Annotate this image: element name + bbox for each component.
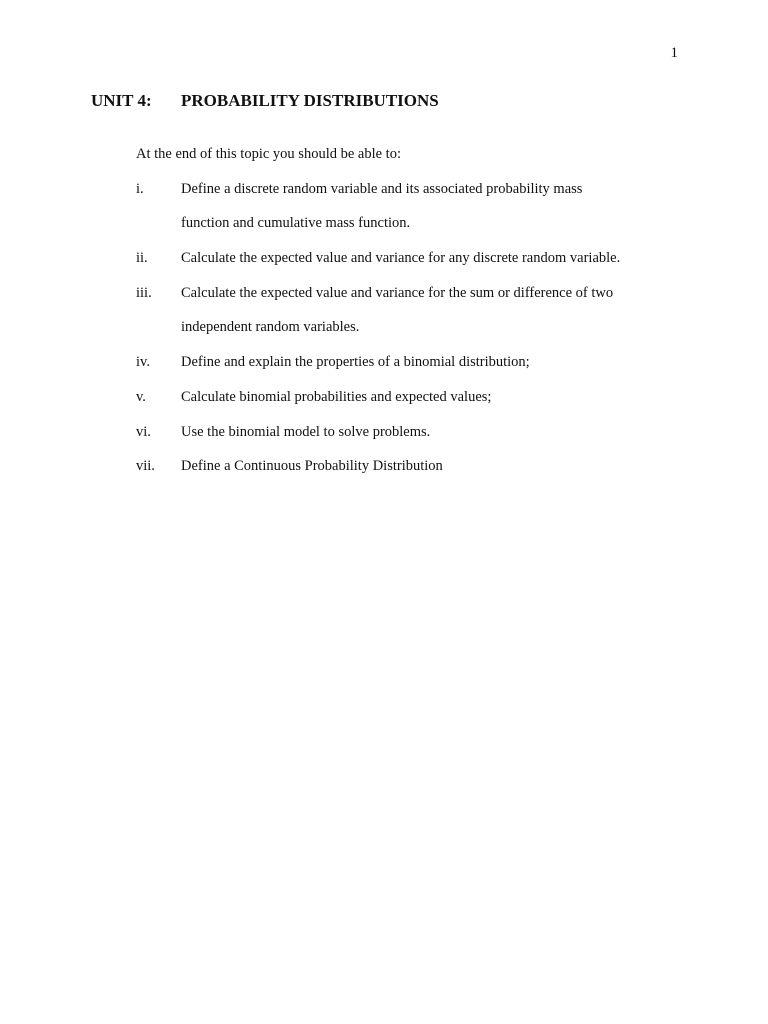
objective-text	[181, 388, 491, 406]
objective-number: vii.	[136, 458, 155, 474]
objective-number: i.	[136, 181, 144, 197]
objective-number: v.	[136, 389, 146, 405]
objective-text	[181, 353, 530, 371]
objective-line: Define and explain the properties of a binomial distribution;	[181, 354, 530, 370]
unit-title: PROBABILITY DISTRIBUTIONS	[181, 91, 439, 110]
unit-heading	[91, 90, 439, 112]
intro-text: At the end of this topic you should be able to:	[136, 146, 401, 162]
objective-line: Define a Continuous Probability Distribution	[181, 458, 443, 474]
objective-number: iv.	[136, 354, 150, 370]
page-number: 1	[670, 45, 678, 61]
objective-line: Calculate binomial probabilities and expected values;	[181, 389, 492, 405]
objective-line-continued: function and cumulative mass function.	[181, 215, 411, 231]
objective-number: iii.	[136, 285, 152, 301]
objective-line: Define a discrete random variable and its associated probability mass	[181, 181, 583, 197]
objective-item-4	[136, 353, 530, 371]
objective-line: Calculate the expected value and variance for the sum or difference of two	[181, 285, 614, 301]
objective-text	[181, 457, 443, 475]
objective-number: ii.	[136, 250, 148, 266]
objective-line: Calculate the expected value and variance for any discrete random variable.	[181, 250, 621, 266]
objective-item-6	[136, 423, 430, 441]
objective-text	[181, 249, 620, 267]
objective-text	[181, 423, 430, 441]
objective-text	[181, 180, 582, 232]
objective-line-continued: independent random variables.	[181, 319, 360, 335]
objective-item-7	[136, 457, 443, 475]
objective-number: vi.	[136, 424, 151, 440]
objective-item-2	[136, 249, 620, 267]
unit-label: UNIT 4:	[91, 91, 152, 110]
objective-line: Use the binomial model to solve problems.	[181, 424, 431, 440]
objective-item-3	[136, 284, 613, 336]
objective-item-1	[136, 180, 582, 232]
objective-text	[181, 284, 613, 336]
objective-item-5	[136, 388, 491, 406]
